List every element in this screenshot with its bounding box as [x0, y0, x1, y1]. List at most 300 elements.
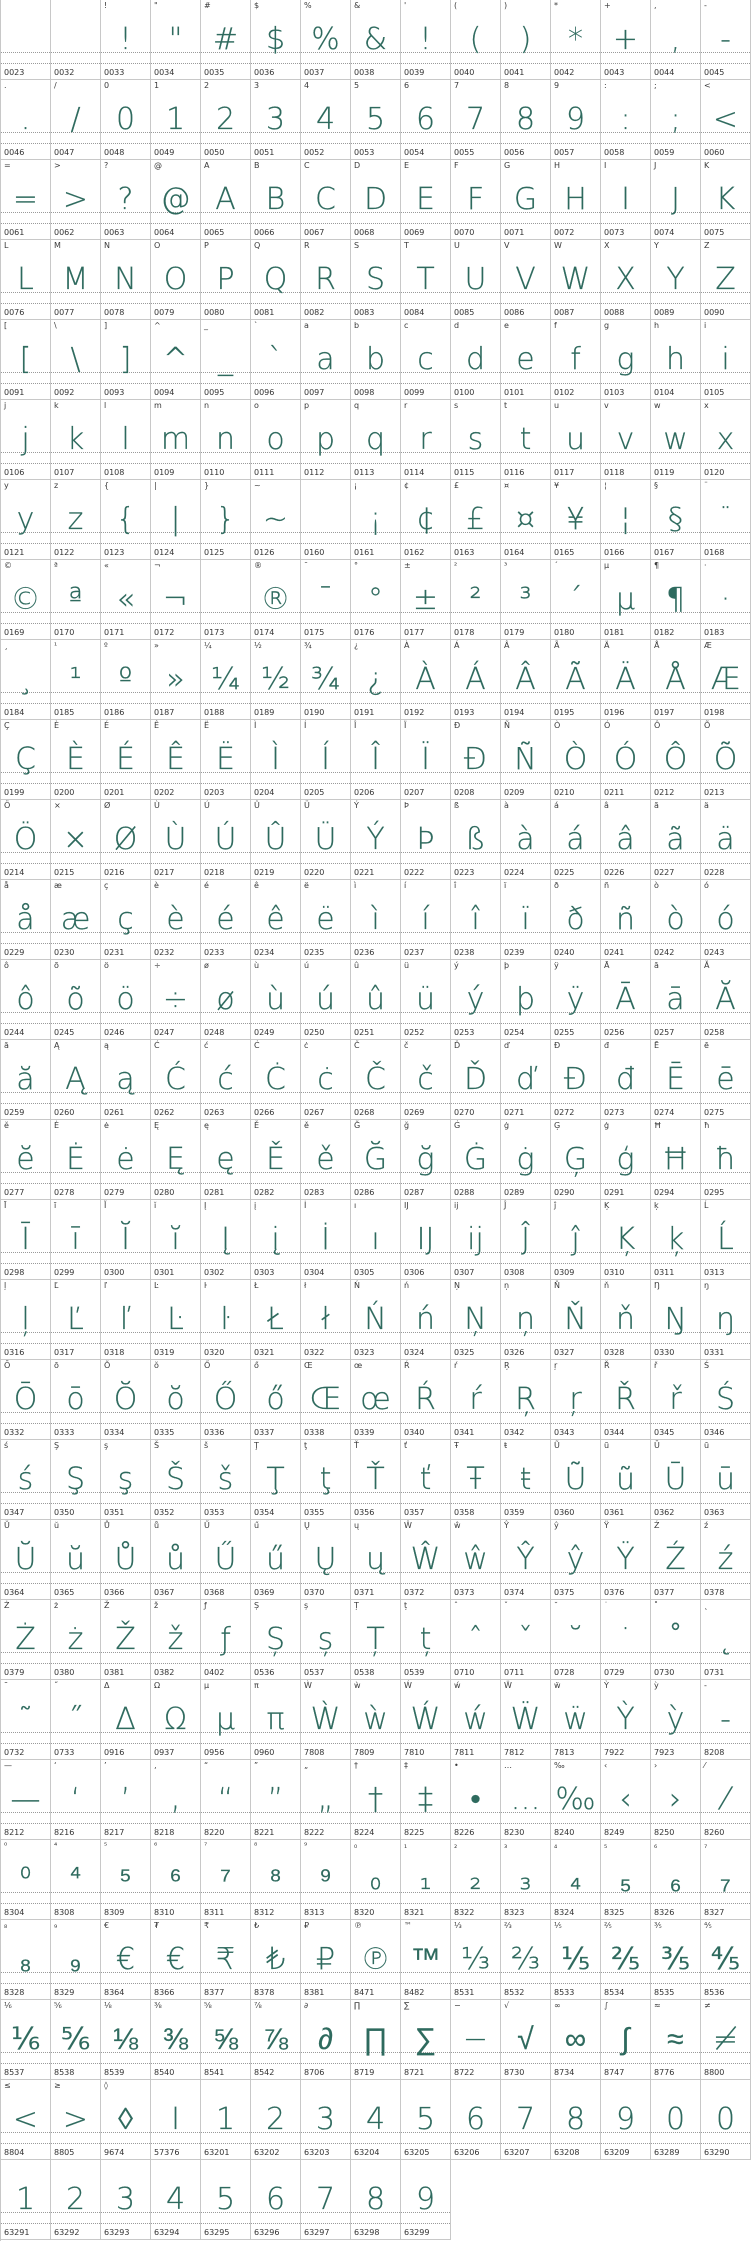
reference-character: Ņ: [454, 1281, 460, 1290]
glyph-code: 0227: [654, 868, 675, 877]
descender-guide: [651, 143, 700, 144]
reference-character: Ë: [204, 721, 210, 730]
glyph-sample: Ẁ: [310, 1702, 341, 1737]
glyph-sample: {: [115, 502, 136, 537]
glyph-sample: ¾: [310, 662, 341, 697]
descender-guide: [651, 1663, 700, 1664]
glyph-code: 63206: [454, 2148, 480, 2157]
glyph-code: 0126: [254, 548, 275, 557]
glyph-code: 8321: [404, 1908, 425, 1917]
glyph-sample: [1, 18, 50, 62]
reference-character: Ỳ: [604, 1681, 609, 1690]
glyph-code: 0342: [504, 1428, 525, 1437]
glyph-sample: Ą: [65, 1062, 86, 1097]
descender-guide: [301, 863, 350, 864]
descender-guide: [601, 1583, 650, 1584]
glyph-cell: [451, 720, 501, 800]
glyph-sample: ė: [116, 1142, 135, 1177]
reference-character: k: [54, 401, 59, 410]
glyph-sample: ţ: [319, 1462, 332, 1497]
glyph-sample: ~: [262, 502, 289, 537]
reference-character: M: [54, 241, 61, 250]
glyph-cell: [451, 80, 501, 160]
glyph-code: 0063: [104, 228, 125, 237]
glyph-sample: 4: [165, 2182, 186, 2217]
glyph-sample: Ţ: [266, 1462, 285, 1497]
glyph-code: 0266: [254, 1108, 275, 1117]
descender-guide: [351, 1343, 400, 1344]
reference-character: ^: [154, 321, 161, 330]
glyph-sample: ): [519, 22, 532, 57]
glyph-code: 0047: [54, 148, 75, 157]
descender-guide: [101, 1503, 150, 1504]
glyph-cell: [201, 1680, 251, 1760]
glyph-sample: ₺: [265, 1942, 286, 1977]
glyph-cell: [51, 320, 101, 400]
descender-guide: [201, 1023, 250, 1024]
glyph-cell: [451, 1760, 501, 1840]
reference-character: ã: [654, 801, 659, 810]
glyph-code: 0067: [304, 228, 325, 237]
glyph-sample: Š: [165, 1462, 186, 1497]
glyph-sample: ¤: [515, 502, 536, 537]
glyph-sample: è: [166, 902, 185, 937]
glyph-cell: [301, 1120, 351, 1200]
glyph-sample: e: [516, 342, 535, 377]
glyph-code: 0730: [654, 1668, 675, 1677]
glyph-cell: [451, 240, 501, 320]
reference-character: +: [604, 1, 611, 10]
reference-character: ¯: [304, 561, 308, 570]
reference-character: -: [704, 1, 707, 10]
reference-character: Ż: [4, 1601, 10, 1610]
glyph-cell: [1, 1040, 51, 1120]
reference-character: Ą: [54, 1041, 60, 1050]
glyph-cell: [101, 1920, 151, 2000]
glyph-cell: [451, 1840, 501, 1920]
glyph-code: 0291: [604, 1188, 625, 1197]
glyph-code: 0117: [554, 468, 575, 477]
descender-guide: [301, 703, 350, 704]
descender-guide: [551, 223, 600, 224]
glyph-cell: [151, 1120, 201, 1200]
glyph-cell: [401, 1360, 451, 1440]
descender-guide: [151, 1023, 200, 1024]
glyph-sample: u: [565, 422, 585, 457]
glyph-cell: [651, 2000, 701, 2080]
glyph-sample: D: [363, 182, 388, 217]
reference-character: ⁷: [204, 1841, 208, 1850]
descender-guide: [701, 1823, 750, 1824]
descender-guide: [101, 143, 150, 144]
descender-guide: [601, 1423, 650, 1424]
descender-guide: [601, 1503, 650, 1504]
glyph-sample: €: [115, 1942, 136, 1977]
reference-character: ż: [54, 1601, 59, 1610]
reference-character: €: [104, 1921, 110, 1930]
glyph-cell: [651, 400, 701, 480]
glyph-code: 0234: [254, 948, 275, 957]
descender-guide: [251, 2223, 300, 2224]
glyph-code: 0211: [604, 788, 625, 797]
glyph-sample: x: [716, 422, 735, 457]
glyph-cell: [151, 960, 201, 1040]
descender-guide: [1, 223, 50, 224]
glyph-cell: [501, 240, 551, 320]
glyph-cell: [1, 800, 51, 880]
glyph-cell: [651, 1200, 701, 1280]
descender-guide: [701, 1743, 750, 1744]
glyph-cell: [701, 880, 751, 960]
descender-guide: [551, 1983, 600, 1984]
glyph-cell: [101, 560, 151, 640]
glyph-cell: [101, 1200, 151, 1280]
reference-character: ⅝: [204, 2001, 212, 2010]
descender-guide: [251, 783, 300, 784]
glyph-cell: [351, 560, 401, 640]
glyph-sample: Ę: [166, 1142, 185, 1177]
descender-guide: [701, 63, 750, 64]
descender-guide: [501, 623, 550, 624]
descender-guide: [201, 623, 250, 624]
reference-character: ŭ: [54, 1521, 60, 1530]
glyph-code: 0281: [204, 1188, 225, 1197]
glyph-cell: [401, 0, 451, 80]
reference-character: X: [604, 241, 610, 250]
glyph-cell: [501, 960, 551, 1040]
descender-guide: [551, 2063, 600, 2064]
descender-guide: [151, 1663, 200, 1664]
glyph-code: 0185: [54, 708, 75, 717]
reference-character: Δ: [104, 1681, 110, 1690]
glyph-sample: ⅕: [560, 1942, 591, 1977]
glyph-cell: [1, 1440, 51, 1520]
glyph-cell: [351, 1120, 401, 1200]
glyph-sample: Ã: [565, 662, 586, 697]
glyph-sample: ÷: [162, 982, 189, 1017]
reference-character: ©: [4, 561, 12, 570]
reference-character: Ű: [204, 1521, 210, 1530]
descender-guide: [201, 303, 250, 304]
descender-guide: [301, 1423, 350, 1424]
glyph-sample: U: [464, 262, 487, 297]
glyph-code: 63296: [254, 2228, 280, 2237]
glyph-sample: Ï: [421, 742, 430, 777]
glyph-code: 0200: [54, 788, 75, 797]
descender-guide: [401, 1023, 450, 1024]
descender-guide: [501, 703, 550, 704]
glyph-cell: [351, 880, 401, 960]
glyph-cell: [51, 2080, 101, 2160]
glyph-sample: ¯: [318, 582, 333, 617]
glyph-cell: [51, 480, 101, 560]
glyph-cell: [51, 2000, 101, 2080]
glyph-code: 0115: [454, 468, 475, 477]
glyph-cell: [451, 0, 501, 80]
reference-character: G: [504, 161, 511, 170]
glyph-cell: [151, 1200, 201, 1280]
glyph-sample: 1: [15, 2182, 36, 2217]
glyph-sample: Ř: [615, 1382, 636, 1417]
glyph-cell: [701, 1280, 751, 1360]
descender-guide: [451, 1343, 500, 1344]
descender-guide: [51, 1903, 100, 1904]
reference-character: ’: [104, 1761, 107, 1770]
reference-character: ê: [254, 881, 259, 890]
glyph-sample: ⁹: [319, 1862, 332, 1897]
glyph-code: 0354: [254, 1508, 275, 1517]
glyph-cell: [701, 0, 751, 80]
glyph-sample: Í: [321, 742, 330, 777]
descender-guide: [51, 943, 100, 944]
glyph-sample: >: [62, 2102, 89, 2137]
glyph-code: 8377: [204, 1988, 225, 1997]
glyph-cell: [651, 1120, 701, 1200]
glyph-code: 0124: [154, 548, 175, 557]
descender-guide: [451, 1183, 500, 1184]
glyph-sample: Ũ: [564, 1462, 587, 1497]
glyph-sample: v: [616, 422, 635, 457]
glyph-sample: đ: [615, 1062, 636, 1097]
glyph-sample: ´: [568, 582, 583, 617]
glyph-code: 0232: [154, 948, 175, 957]
descender-guide: [601, 1663, 650, 1664]
reference-character: F: [454, 161, 459, 170]
descender-guide: [101, 1583, 150, 1584]
reference-character: ⁄: [704, 1761, 706, 1770]
glyph-code: 0065: [204, 228, 225, 237]
descender-guide: [551, 1503, 600, 1504]
reference-character: d: [454, 321, 460, 330]
glyph-code: 8312: [254, 1908, 275, 1917]
reference-character: R: [304, 241, 310, 250]
glyph-code: 0282: [254, 1188, 275, 1197]
glyph-cell: [551, 960, 601, 1040]
glyph-sample: Ĳ: [416, 1222, 435, 1257]
descender-guide: [601, 63, 650, 64]
reference-character: †: [354, 1761, 358, 1770]
glyph-sample: ⅖: [610, 1942, 641, 1977]
glyph-cell: [151, 160, 201, 240]
descender-guide: [1, 1823, 50, 1824]
glyph-code: 0056: [504, 148, 525, 157]
descender-guide: [201, 943, 250, 944]
glyph-sample: ”: [267, 1782, 284, 1817]
reference-character: Ī: [4, 1201, 7, 1210]
glyph-code: 57376: [154, 2148, 180, 2157]
glyph-code: 0267: [304, 1108, 325, 1117]
glyph-code: 0270: [454, 1108, 475, 1117]
glyph-cell: [651, 1600, 701, 1680]
descender-guide: [551, 1183, 600, 1184]
descender-guide: [601, 1183, 650, 1184]
reference-character: È: [54, 721, 60, 730]
reference-character: Q: [254, 241, 261, 250]
descender-guide: [551, 943, 600, 944]
descender-guide: [401, 783, 450, 784]
glyph-sample: Ě: [266, 1142, 285, 1177]
glyph-sample: M: [62, 262, 89, 297]
glyph-sample: ˇ: [518, 1622, 533, 1657]
glyph-cell: [551, 1360, 601, 1440]
reference-character: ș: [304, 1601, 309, 1610]
glyph-cell: [501, 480, 551, 560]
glyph-sample: ": [168, 22, 183, 57]
reference-character: ą: [104, 1041, 109, 1050]
glyph-cell: [251, 2080, 301, 2160]
glyph-sample: û: [365, 982, 385, 1017]
reference-character: £: [454, 481, 460, 490]
reference-character: 9: [554, 81, 560, 90]
reference-character: Ť: [354, 1441, 359, 1450]
glyph-code: 0309: [554, 1268, 575, 1277]
glyph-cell: [301, 880, 351, 960]
glyph-sample: 5: [215, 2182, 236, 2217]
descender-guide: [501, 1583, 550, 1584]
glyph-cell: [1, 1200, 51, 1280]
descender-guide: [201, 1743, 250, 1744]
glyph-code: 0307: [454, 1268, 475, 1277]
glyph-sample: ‹: [619, 1782, 632, 1817]
glyph-code: 0341: [454, 1428, 475, 1437]
descender-guide: [1, 1983, 50, 1984]
reference-character: Y: [654, 241, 659, 250]
reference-character: ¬: [154, 561, 161, 570]
glyph-sample: (: [469, 22, 482, 57]
glyph-sample: ų: [365, 1542, 385, 1577]
reference-character: ‹: [604, 1761, 608, 1770]
glyph-cell: [701, 160, 751, 240]
glyph-code: 0059: [654, 148, 675, 157]
descender-guide: [51, 703, 100, 704]
glyph-cell: [701, 1200, 751, 1280]
descender-guide: [651, 1023, 700, 1024]
reference-character: ç: [104, 881, 109, 890]
reference-character: Ĵ: [504, 1201, 507, 1210]
glyph-sample: ñ: [615, 902, 635, 937]
reference-character: Ș: [254, 1601, 260, 1610]
reference-character: Ü: [304, 801, 310, 810]
reference-character: Č: [354, 1041, 360, 1050]
descender-guide: [251, 1263, 300, 1264]
glyph-code: 0118: [604, 468, 625, 477]
reference-character: N: [104, 241, 110, 250]
glyph-code: 8378: [254, 1988, 275, 1997]
glyph-cell: [401, 1920, 451, 2000]
glyph-sample: :: [620, 102, 631, 137]
glyph-sample: !: [119, 22, 132, 57]
glyph-sample: ₆: [669, 1862, 682, 1897]
reference-character: ;: [654, 81, 657, 90]
glyph-cell: [451, 560, 501, 640]
reference-character: W: [554, 241, 562, 250]
descender-guide: [601, 1823, 650, 1824]
reference-character: ˚: [654, 1601, 658, 1610]
descender-guide: [1, 463, 50, 464]
glyph-sample: 4: [315, 102, 336, 137]
glyph-sample: Ÿ: [616, 1542, 635, 1577]
glyph-cell: [651, 480, 701, 560]
descender-guide: [301, 623, 350, 624]
reference-character: ų: [354, 1521, 360, 1530]
reference-character: ț: [404, 1601, 408, 1610]
glyph-code: 0220: [304, 868, 325, 877]
descender-guide: [151, 383, 200, 384]
glyph-code: 0068: [354, 228, 375, 237]
glyph-cell: [651, 160, 701, 240]
reference-character: Ŕ: [404, 1361, 410, 1370]
glyph-cell: [1, 80, 51, 160]
descender-guide: [651, 1983, 700, 1984]
reference-character: Đ: [554, 1041, 561, 1050]
descender-guide: [701, 1903, 750, 1904]
reference-character: `: [254, 321, 258, 330]
glyph-cell: [601, 160, 651, 240]
glyph-sample: ő: [266, 1382, 285, 1417]
reference-character: ): [504, 1, 508, 10]
glyph-sample: ű: [265, 1542, 285, 1577]
glyph-code: 0277: [4, 1188, 25, 1197]
glyph-code: 0729: [604, 1668, 625, 1677]
reference-character: \: [54, 321, 57, 330]
glyph-code: 0209: [504, 788, 525, 797]
glyph-cell: [351, 1360, 401, 1440]
glyph-code: 8221: [254, 1828, 275, 1837]
glyph-cell: [651, 80, 701, 160]
reference-character: &: [354, 1, 361, 10]
glyph-sample: ⅘: [710, 1942, 741, 1977]
glyph-cell: [51, 720, 101, 800]
glyph-cell: [601, 240, 651, 320]
glyph-sample: ŀ: [220, 1302, 231, 1337]
glyph-cell: [601, 80, 651, 160]
glyph-code: 0186: [104, 708, 125, 717]
descender-guide: [251, 943, 300, 944]
descender-guide: [251, 863, 300, 864]
glyph-code: 0303: [254, 1268, 275, 1277]
descender-guide: [151, 1823, 200, 1824]
glyph-cell: [151, 400, 201, 480]
reference-character: ℗: [354, 1921, 362, 1930]
glyph-sample: O: [163, 262, 188, 297]
glyph-sample: Ỳ: [616, 1702, 635, 1737]
glyph-cell: [551, 1920, 601, 2000]
reference-character: ď: [504, 1041, 510, 1050]
glyph-sample: V: [515, 262, 536, 297]
descender-guide: [501, 863, 550, 864]
descender-guide: [151, 1743, 200, 1744]
descender-guide: [1, 2063, 50, 2064]
descender-guide: [601, 703, 650, 704]
descender-guide: [651, 1183, 700, 1184]
reference-character: ₂: [454, 1841, 458, 1850]
reference-character: ă: [4, 1041, 9, 1050]
reference-character: |: [154, 481, 157, 490]
glyph-cell: [201, 0, 251, 80]
glyph-code: 0305: [354, 1268, 375, 1277]
glyph-code: 0301: [154, 1268, 175, 1277]
glyph-sample: p: [315, 422, 336, 457]
glyph-code: 0539: [404, 1668, 425, 1677]
descender-guide: [601, 2063, 650, 2064]
glyph-code: 8322: [454, 1908, 475, 1917]
glyph-cell: [101, 400, 151, 480]
glyph-code: 0313: [704, 1268, 725, 1277]
glyph-sample: ^: [162, 342, 189, 377]
glyph-sample: ș: [317, 1622, 334, 1657]
glyph-sample: ;: [670, 102, 681, 137]
descender-guide: [101, 463, 150, 464]
